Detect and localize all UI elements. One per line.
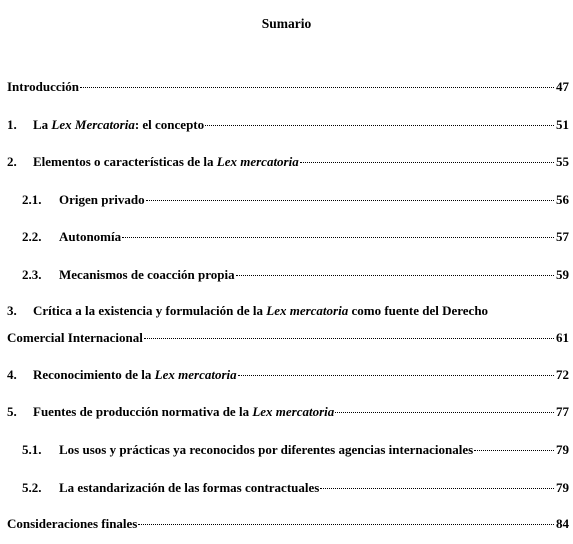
dot-leader: [205, 125, 554, 126]
toc-entry-title: Introducción: [7, 79, 79, 94]
toc-entry-2-1[interactable]: [22, 192, 569, 208]
toc-page-number: 59: [556, 267, 569, 282]
toc-page-number: 61: [556, 330, 569, 345]
toc-entry-2[interactable]: [7, 154, 569, 170]
toc-entry-5[interactable]: [7, 404, 569, 420]
toc-section-number: 5.2.: [22, 480, 42, 495]
toc-section-number: 4.: [7, 367, 17, 382]
document-title: Sumario: [261, 16, 312, 31]
toc-entry-title: Origen privado: [59, 192, 145, 207]
dot-leader: [80, 87, 554, 88]
toc-page-number: 51: [556, 117, 569, 132]
toc-entry-3[interactable]: [7, 303, 569, 319]
dot-leader: [138, 524, 554, 525]
toc-entry-2-3[interactable]: [22, 267, 569, 283]
toc-page-number: 57: [556, 229, 569, 244]
toc-page-number: 72: [556, 367, 569, 382]
toc-page-number: 55: [556, 154, 569, 169]
toc-page-number: 79: [556, 480, 569, 495]
toc-page-number: 77: [556, 404, 569, 419]
toc-page-number: 56: [556, 192, 569, 207]
toc-page-number: 79: [556, 442, 569, 457]
toc-section-number: 3.: [7, 303, 17, 318]
toc-entry-introduccion[interactable]: [7, 79, 569, 95]
toc-entry-title: Reconocimiento de la Lex mercatoria: [33, 367, 237, 382]
toc-entry-title: Mecanismos de coacción propia: [59, 267, 235, 282]
toc-page-number: 47: [556, 79, 569, 94]
toc-entry-title: Autonomía: [59, 229, 122, 244]
dot-leader: [300, 162, 554, 163]
toc-section-number: 5.1.: [22, 442, 42, 457]
toc-page-number: 84: [556, 516, 569, 531]
toc-entry-title: Fuentes de producción normativa de la Lex mercatoria: [33, 404, 335, 419]
toc-section-number: 2.: [7, 154, 17, 169]
dot-leader: [144, 338, 554, 339]
toc-entry-5-2[interactable]: [22, 480, 569, 496]
toc-entry-4[interactable]: [7, 367, 569, 383]
toc-entry-consideraciones-finales[interactable]: [7, 516, 569, 532]
toc-entry-title: Los usos y prácticas ya reconocidos por diferentes agencias internacionales: [59, 442, 474, 457]
toc-entry-3-continuation[interactable]: [7, 330, 569, 346]
dot-leader: [335, 412, 554, 413]
dot-leader: [474, 450, 554, 451]
dot-leader: [122, 237, 554, 238]
toc-entry-2-2[interactable]: [22, 229, 569, 245]
toc-section-number: 2.3.: [22, 267, 42, 282]
toc-section-number: 1.: [7, 117, 17, 132]
toc-entry-title: Consideraciones finales: [7, 516, 138, 531]
toc-entry-title-continuation: Comercial Internacional: [7, 330, 143, 345]
dot-leader: [320, 488, 554, 489]
dot-leader: [146, 200, 554, 201]
toc-entry-title: La Lex Mercatoria: el concepto: [33, 117, 205, 132]
toc-entry-title: Crítica a la existencia y formulación de la Lex mercatoria como fuente del Derecho: [33, 303, 489, 318]
toc-section-number: 2.1.: [22, 192, 42, 207]
dot-leader: [238, 375, 554, 376]
toc-entry-1[interactable]: [7, 117, 569, 133]
toc-entry-5-1[interactable]: [22, 442, 569, 458]
toc-entry-title: Elementos o características de la Lex mercatoria: [33, 154, 299, 169]
dot-leader: [236, 275, 554, 276]
toc-section-number: 2.2.: [22, 229, 42, 244]
toc-section-number: 5.: [7, 404, 17, 419]
toc-entry-title: La estandarización de las formas contractuales: [59, 480, 320, 495]
